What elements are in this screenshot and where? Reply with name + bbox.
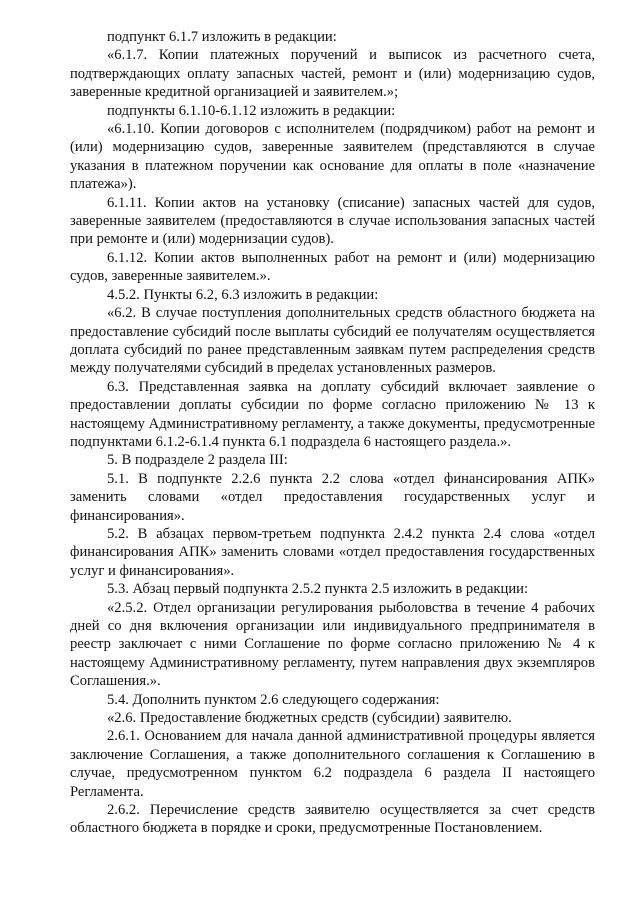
- paragraph-14: «2.5.2. Отдел организации регулирования рыболовства в течение 4 рабочих дней со дня включения организации или индивидуального предпринимателя в реестр заключает с ними Соглашение по форме согласно приложению № 4 к настоящему Административному регламенту, путем направления двух экземпляров Соглашения.».: [70, 599, 595, 690]
- paragraph-9: 6.3. Представленная заявка на доплату субсидий включает заявление о предоставлении доплаты субсидии по форме согласно приложению № 13 к настоящему Административному регламенту, а также документы, предусмотренные подпунктами 6.1.2-6.1.4 пункта 6.1 подраздела 6 настоящего раздела.».: [70, 378, 595, 450]
- paragraph-11: 5.1. В подпункте 2.2.6 пункта 2.2 слова «отдел финансирования АПК» заменить словами «отдел предоставления государственных услуг и финансирования».: [70, 470, 595, 524]
- paragraph-5: 6.1.11. Копии актов на установку (списание) запасных частей для судов, заверенные заявителем (предоставляются в случае использования запасных частей при ремонте и (или) модернизации судов).: [70, 194, 595, 248]
- paragraph-12: 5.2. В абзацах первом-третьем подпункта 2.4.2 пункта 2.4 слова «отдел финансирования АПК» заменить словами «отдел предоставления государственных услуг и финансирования».: [70, 525, 595, 579]
- paragraph-1: подпункт 6.1.7 изложить в редакции:: [107, 29, 337, 45]
- paragraph-10: 5. В подразделе 2 раздела III:: [107, 452, 288, 469]
- paragraph-17: 2.6.1. Основанием для начала данной административной процедуры является заключение Соглашения, а также дополнительного соглашения к Соглашению в случае, предусмотренном пунктом 6.2 подраздела 6 раздела II настоящего Регламента.: [70, 728, 595, 800]
- paragraph-8: «6.2. В случае поступления дополнительных средств областного бюджета на предоставление субсидий после выплаты субсидий ее получателям осуществляется доплата субсидий по ранее представленным заявкам путем распределения средств между получателями субсидий в пределах установленных размеров.: [70, 305, 595, 377]
- paragraph-16: «2.6. Предоставление бюджетных средств (субсидии) заявителю.: [107, 710, 512, 727]
- paragraph-3: подпункты 6.1.10-6.1.12 изложить в редакции:: [107, 102, 396, 119]
- paragraph-7: 4.5.2. Пункты 6.2, 6.3 изложить в редакции:: [107, 286, 379, 303]
- paragraph-18: 2.6.2. Перечисление средств заявителю осуществляется за счет средств областного бюджета в порядке и сроки, предусмотренные Постановлением.: [70, 802, 595, 837]
- paragraph-6: 6.1.12. Копии актов выполненных работ на ремонт и (или) модернизацию судов, заверенные заявителем.».: [70, 249, 595, 285]
- document-page: [70, 28, 595, 838]
- paragraph-2: «6.1.7. Копии платежных поручений и выписок из расчетного счета, подтверждающих оплату запасных частей, ремонт и (или) модернизацию судов, заверенные кредитной организацией и заявителем.»;: [70, 47, 595, 101]
- paragraph-15: 5.4. Дополнить пунктом 2.6 следующего содержания:: [107, 691, 440, 708]
- paragraph-13: 5.3. Абзац первый подпункта 2.5.2 пункта 2.5 изложить в редакции:: [107, 581, 528, 598]
- paragraph-4: «6.1.10. Копии договоров с исполнителем (подрядчиком) работ на ремонт и (или) модернизацию судов, заверенные заявителем (представляются в случае указания в платежном поручении как основание для оплаты в поле «назначение платежа»).: [70, 121, 595, 193]
